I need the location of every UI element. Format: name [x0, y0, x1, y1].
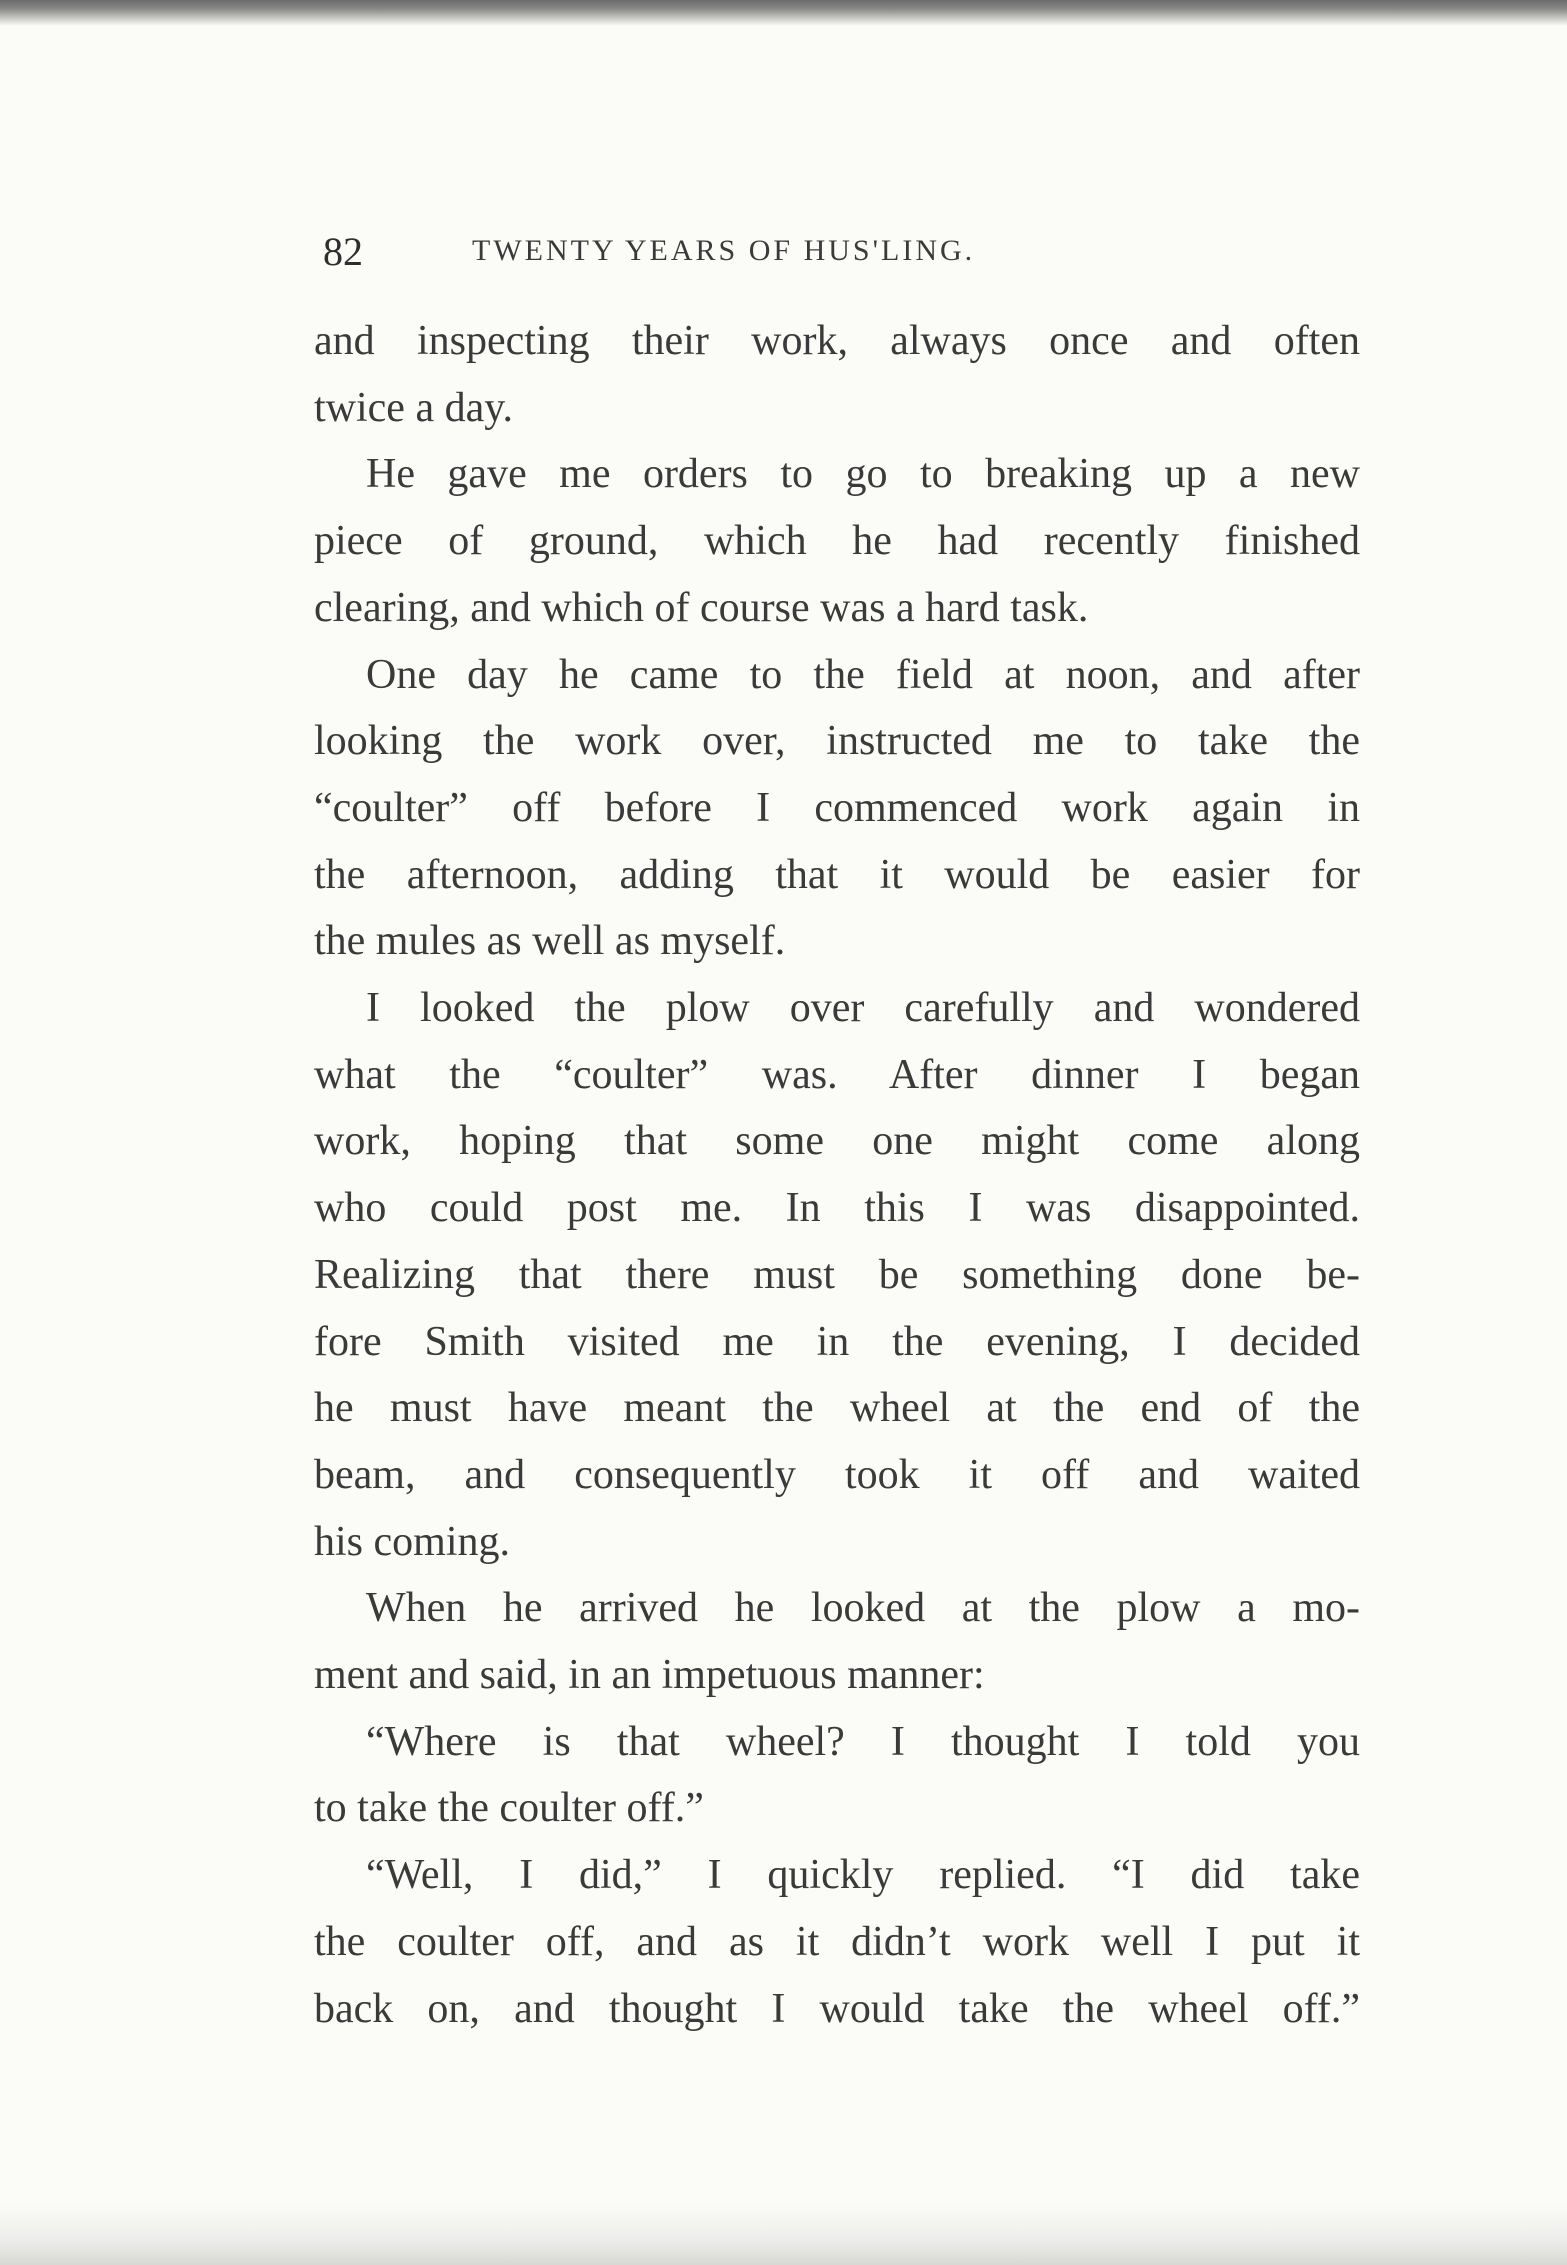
text-line: looking the work over, instructed me to take the — [314, 718, 1360, 765]
text-line: “Well, I did,” I quickly replied. “I did take — [366, 1852, 1360, 1899]
text-line: When he arrived he looked at the plow a mo- — [366, 1585, 1360, 1632]
text-line: the coulter off, and as it didn’t work well I put it — [314, 1918, 1360, 1965]
text-line: beam, and consequently took it off and waited — [314, 1451, 1360, 1498]
text-line: One day he came to the field at noon, and after — [366, 651, 1360, 698]
text-line: fore Smith visited me in the evening, I decided — [314, 1318, 1360, 1365]
text-line: work, hoping that some one might come along — [314, 1118, 1360, 1165]
text-line: “Where is that wheel? I thought I told you — [366, 1718, 1360, 1765]
text-line: clearing, and which of course was a hard task. — [314, 584, 1089, 631]
text-line: the afternoon, adding that it would be easier for — [314, 851, 1360, 898]
text-line: who could post me. In this I was disappointed. — [314, 1185, 1360, 1232]
body-text — [314, 308, 1360, 2042]
text-line: what the “coulter” was. After dinner I began — [314, 1051, 1360, 1098]
page-number: 82 — [323, 229, 363, 274]
scan-top-edge — [0, 0, 1567, 26]
page-header — [315, 228, 1365, 288]
text-line: I looked the plow over carefully and wondered — [366, 985, 1360, 1032]
text-line: He gave me orders to go to breaking up a new — [366, 451, 1360, 498]
text-line: Realizing that there must be something done be- — [314, 1251, 1360, 1298]
text-line: he must have meant the wheel at the end of the — [314, 1385, 1360, 1432]
text-line: piece of ground, which he had recently finished — [314, 518, 1360, 565]
text-line: his coming. — [314, 1518, 510, 1565]
text-line: back on, and thought I would take the wheel off.” — [314, 1985, 1360, 2032]
text-line: ment and said, in an impetuous manner: — [314, 1652, 985, 1699]
scan-bottom-edge — [0, 2205, 1567, 2265]
text-line: the mules as well as myself. — [314, 918, 786, 965]
text-line: twice a day. — [314, 384, 514, 431]
running-head: TWENTY YEARS OF HUS'LING. — [472, 234, 976, 267]
text-line: and inspecting their work, always once and often — [314, 318, 1360, 364]
text-line: to take the coulter off.” — [314, 1785, 704, 1832]
text-line: “coulter” off before I commenced work again in — [314, 784, 1360, 831]
